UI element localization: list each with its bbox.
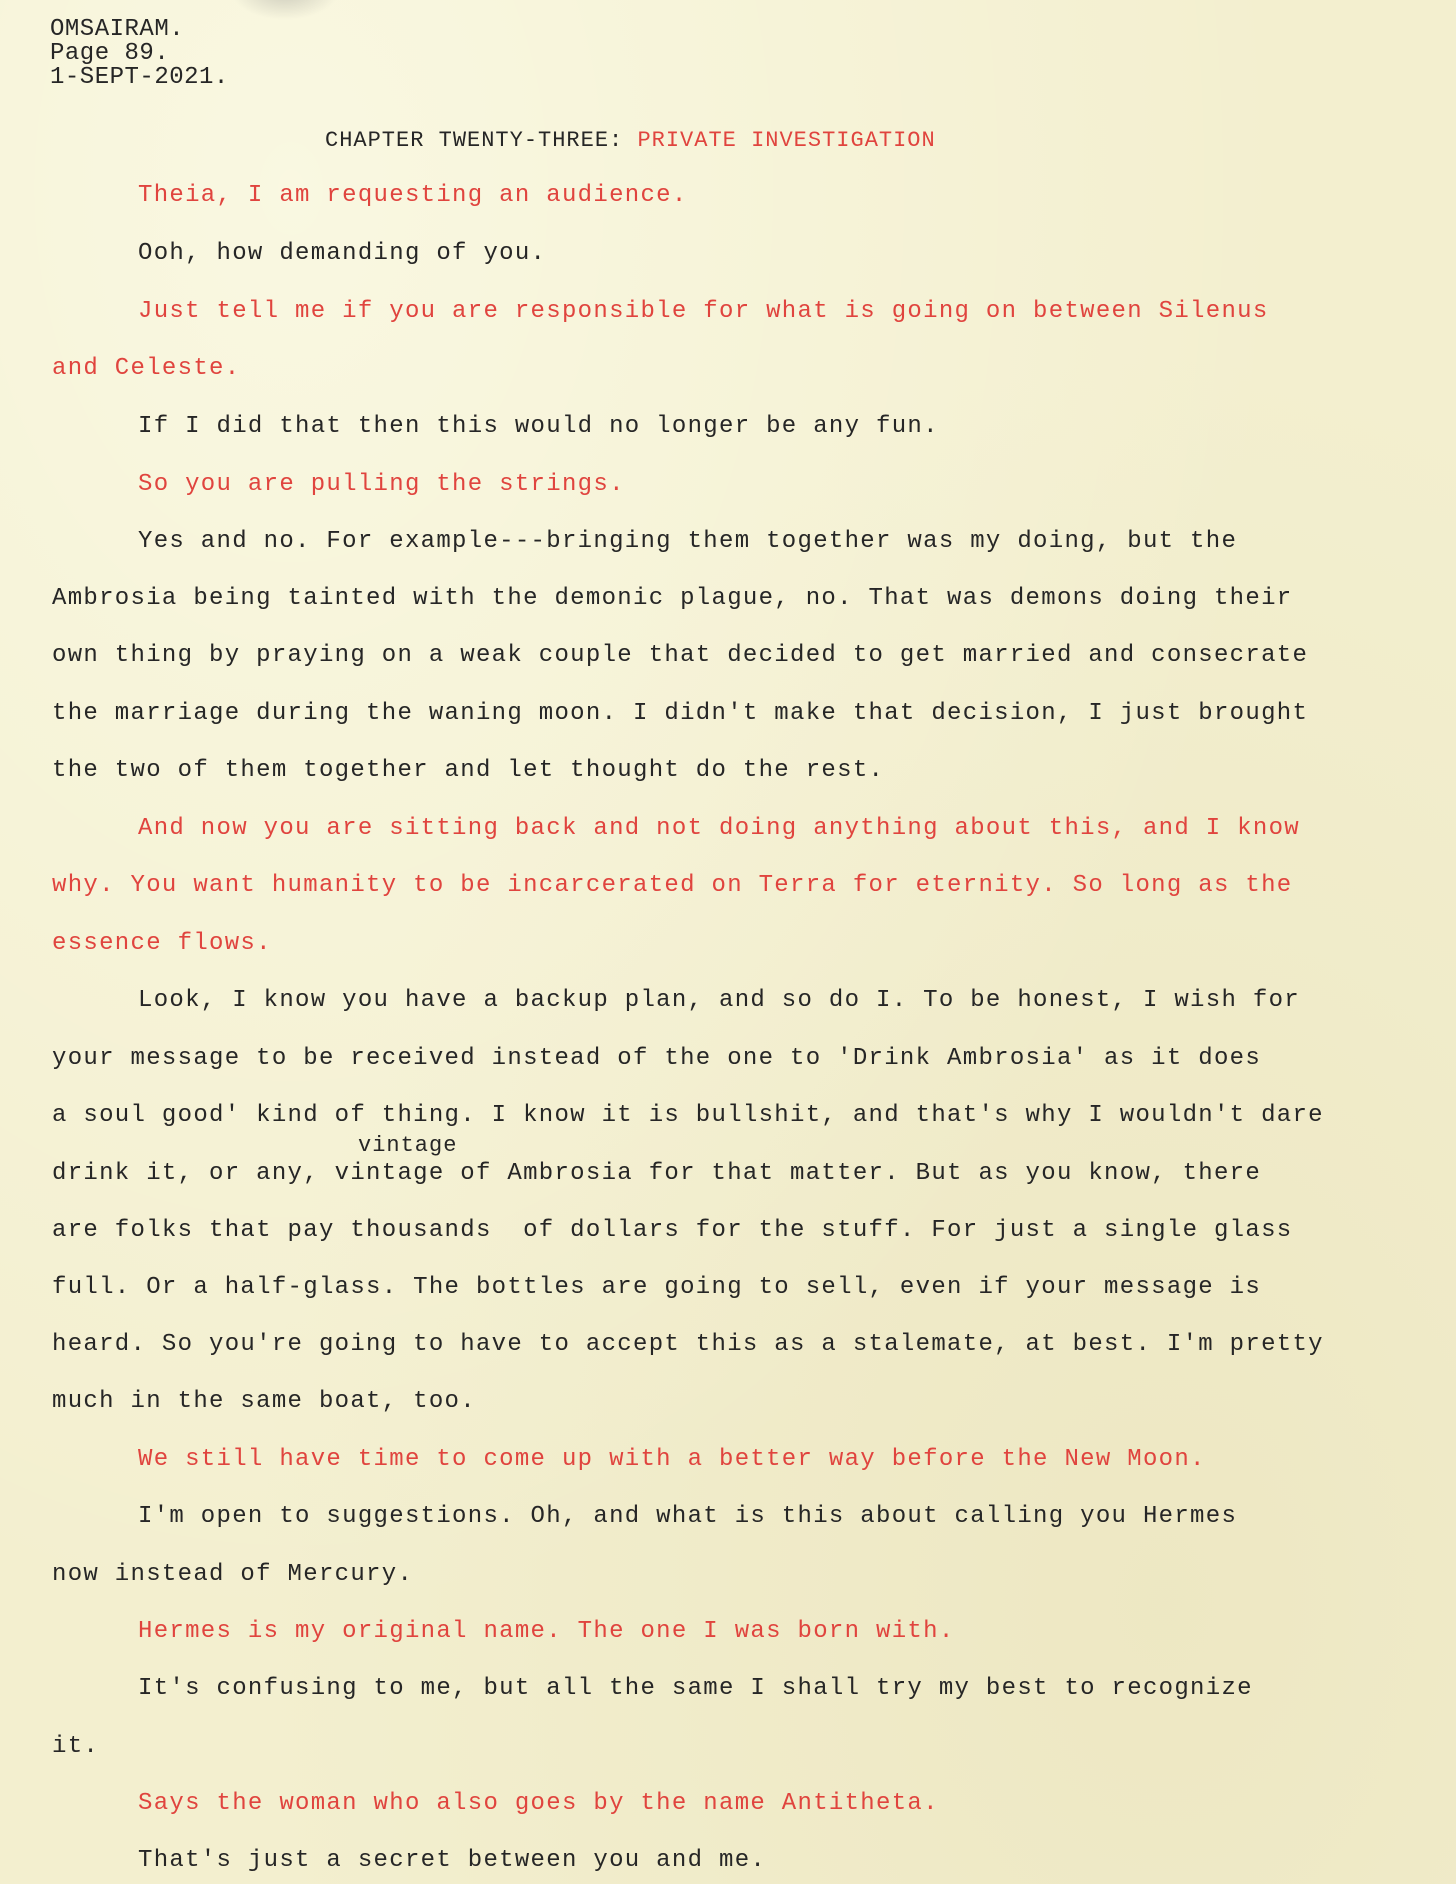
text-line: it. [52, 1733, 100, 1760]
header-date: 1-SEPT-2021. [50, 64, 229, 91]
text-line: Ambrosia being tainted with the demonic plague, no. That was demons doing their [52, 585, 1293, 612]
text-line: the two of them together and let thought do the rest. [52, 757, 885, 784]
text-line: I'm open to suggestions. Oh, and what is this about calling you Hermes [138, 1503, 1238, 1530]
text-line: Ooh, how demanding of you. [138, 240, 547, 267]
text-line: are folks that pay thousands of dollars for the stuff. For just a single glass [52, 1217, 1293, 1244]
text-line: Look, I know you have a backup plan, and so do I. To be honest, I wish for [138, 987, 1300, 1014]
text-line: So you are pulling the strings. [138, 471, 625, 498]
text-line: Just tell me if you are responsible for what is going on between Silenus [138, 298, 1269, 325]
ink-smudge [230, 0, 340, 20]
text-line: essence flows. [52, 930, 272, 957]
vintage-insertion: vintage [358, 1133, 458, 1158]
text-line: We still have time to come up with a better way before the New Moon. [138, 1446, 1206, 1473]
text-line: your message to be received instead of the one to 'Drink Ambrosia' as it does [52, 1045, 1262, 1072]
text-line: It's confusing to me, but all the same I shall try my best to recognize [138, 1675, 1253, 1702]
text-line: Theia, I am requesting an audience. [138, 182, 688, 209]
text-line: own thing by praying on a weak couple that decided to get married and consecrate [52, 642, 1309, 669]
header-page-number: Page 89. [50, 40, 170, 67]
chapter-prefix: CHAPTER TWENTY-THREE: [325, 128, 638, 153]
text-line: drink it, or any, vintage of Ambrosia for that matter. But as you know, there [52, 1160, 1262, 1187]
text-line: why. You want humanity to be incarcerated on Terra for eternity. So long as the [52, 872, 1293, 899]
text-line: a soul good' kind of thing. I know it is bullshit, and that's why I wouldn't dare [52, 1102, 1324, 1129]
text-line: That's just a secret between you and me. [138, 1847, 767, 1874]
text-line: the marriage during the waning moon. I didn't make that decision, I just brought [52, 700, 1309, 727]
chapter-heading [325, 128, 936, 153]
text-line: much in the same boat, too. [52, 1388, 476, 1415]
text-line: Hermes is my original name. The one I was born with. [138, 1618, 955, 1645]
text-line: Says the woman who also goes by the name Antitheta. [138, 1790, 939, 1817]
chapter-title: PRIVATE INVESTIGATION [637, 128, 936, 153]
text-line: and Celeste. [52, 355, 241, 382]
text-line: full. Or a half-glass. The bottles are going to sell, even if your message is [52, 1274, 1262, 1301]
text-line: If I did that then this would no longer be any fun. [138, 413, 939, 440]
text-line: now instead of Mercury. [52, 1561, 414, 1588]
text-line: heard. So you're going to have to accept this as a stalemate, at best. I'm pretty [52, 1331, 1324, 1358]
header-line-1: OMSAIRAM. [50, 16, 185, 43]
page-header [50, 18, 229, 90]
text-line: Yes and no. For example---bringing them together was my doing, but the [138, 528, 1238, 555]
text-line: And now you are sitting back and not doing anything about this, and I know [138, 815, 1300, 842]
